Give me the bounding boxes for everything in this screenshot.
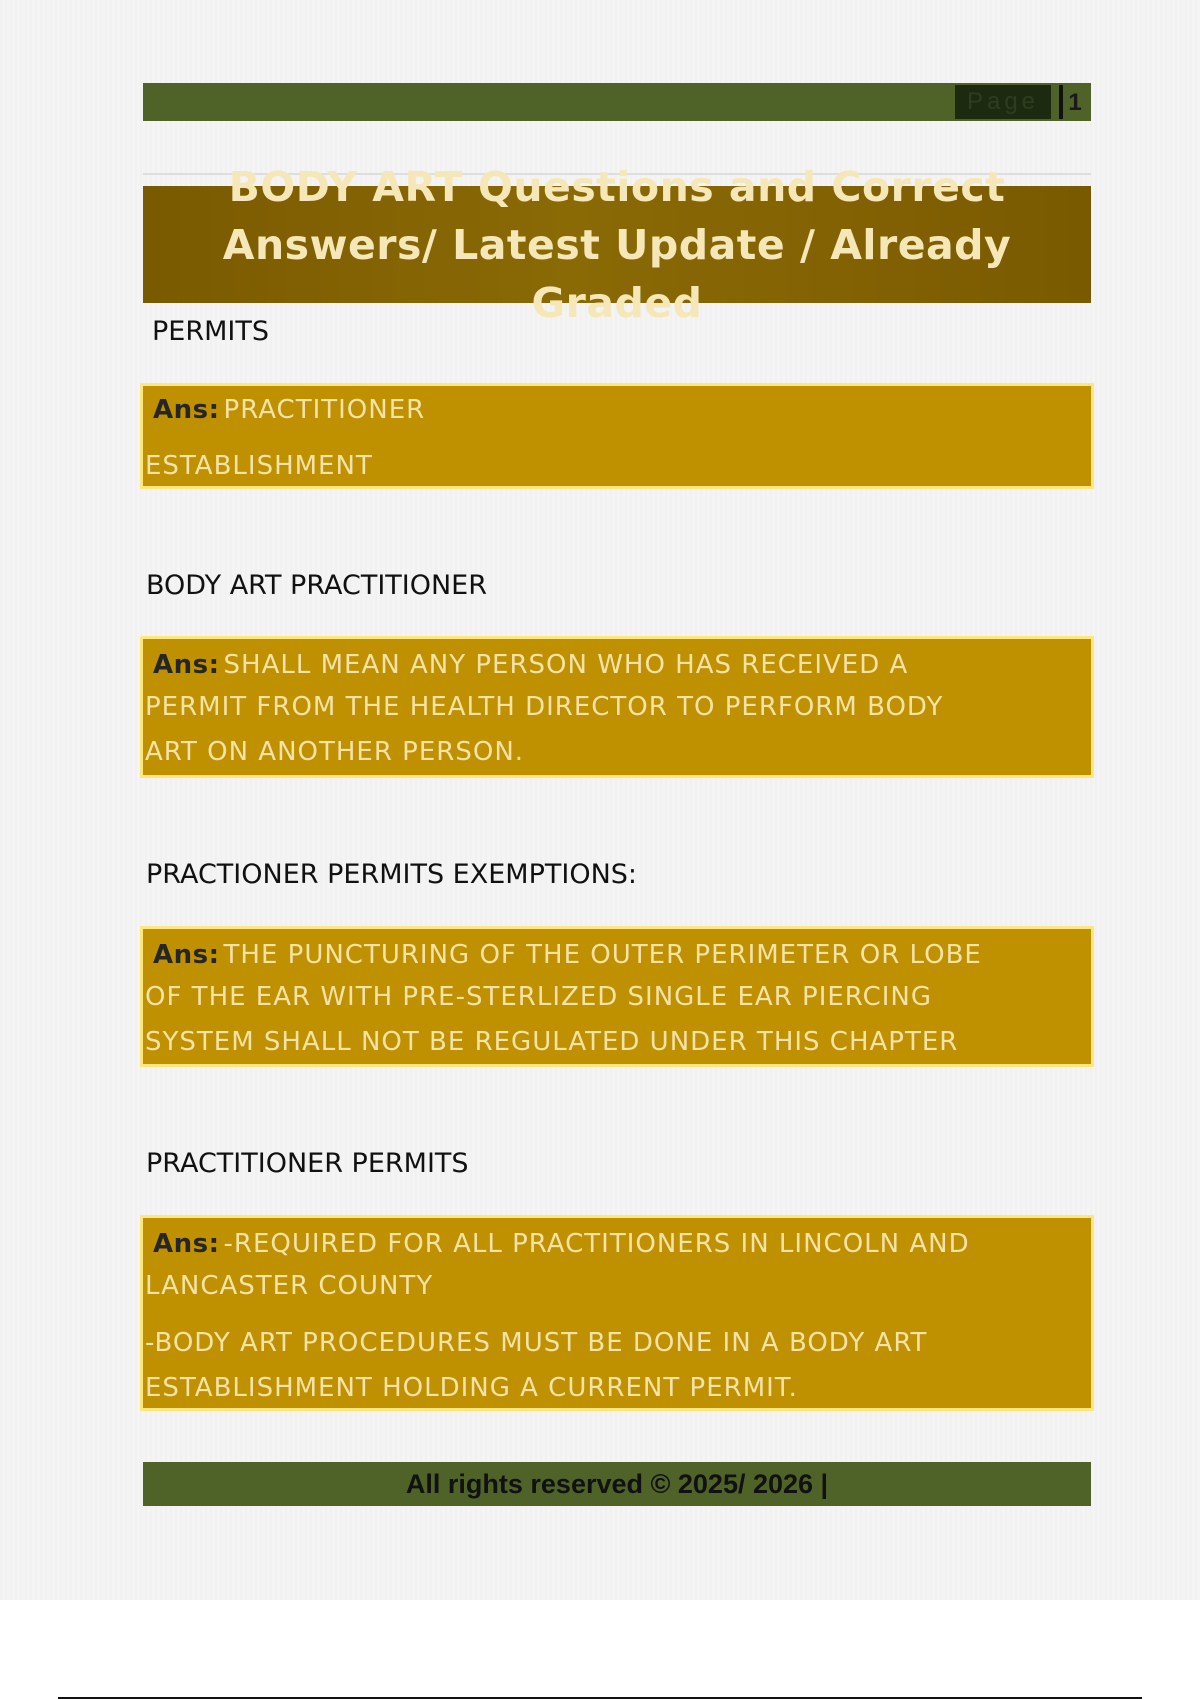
answer-1-line-2: ESTABLISHMENT (145, 451, 373, 481)
answer-box-1 (143, 386, 1091, 486)
question-3: PRACTIONER PERMITS EXEMPTIONS: (146, 859, 638, 890)
question-4: PRACTITIONER PERMITS (146, 1148, 469, 1179)
answer-3-line-2: OF THE EAR WITH PRE-STERLIZED SINGLE EAR PIERCING (145, 982, 932, 1012)
answer-4-line-3: -BODY ART PROCEDURES MUST BE DONE IN A BODY ART (145, 1328, 928, 1358)
page-footer-bar (143, 1462, 1091, 1506)
page-label: Page (955, 85, 1051, 119)
answer-2-line-2: PERMIT FROM THE HEALTH DIRECTOR TO PERFORM BODY (145, 692, 944, 722)
bottom-divider (58, 1697, 1142, 1699)
answer-label: Ans: (153, 395, 220, 425)
page-header-bar (143, 83, 1091, 121)
copyright-text: All rights reserved © 2025/ 2026 | (405, 1468, 829, 1499)
answer-2-line-3: ART ON ANOTHER PERSON. (145, 737, 525, 767)
title-line-2: Answers/ Latest Update / Already Graded (222, 220, 1012, 327)
answer-4-line-4: ESTABLISHMENT HOLDING A CURRENT PERMIT. (145, 1373, 798, 1403)
title-line-1: BODY ART Questions and Correct (228, 162, 1006, 211)
question-1: PERMITS (152, 316, 269, 347)
answer-4-line-2: LANCASTER COUNTY (145, 1271, 434, 1301)
page-number: 1 (1068, 89, 1082, 116)
answer-box-3 (143, 929, 1091, 1064)
answer-4-line-1: Ans: -REQUIRED FOR ALL PRACTITIONERS IN LINCOLN AND (153, 1229, 970, 1259)
answer-3-line-1: Ans: THE PUNCTURING OF THE OUTER PERIMETER OR LOBE (153, 940, 982, 970)
title-banner (143, 162, 1091, 327)
answer-label: Ans: (153, 1229, 220, 1259)
answer-1-line-1: Ans: PRACTITIONER (153, 395, 426, 425)
answer-label: Ans: (153, 940, 220, 970)
answer-label: Ans: (153, 650, 220, 680)
question-2: BODY ART PRACTITIONER (146, 570, 488, 601)
document-title (143, 158, 1091, 332)
answer-box-4 (143, 1218, 1091, 1408)
answer-box-2 (143, 639, 1091, 775)
answer-3-line-3: SYSTEM SHALL NOT BE REGULATED UNDER THIS CHAPTER (145, 1027, 959, 1057)
answer-2-line-1: Ans: SHALL MEAN ANY PERSON WHO HAS RECEIVED A (153, 650, 909, 680)
